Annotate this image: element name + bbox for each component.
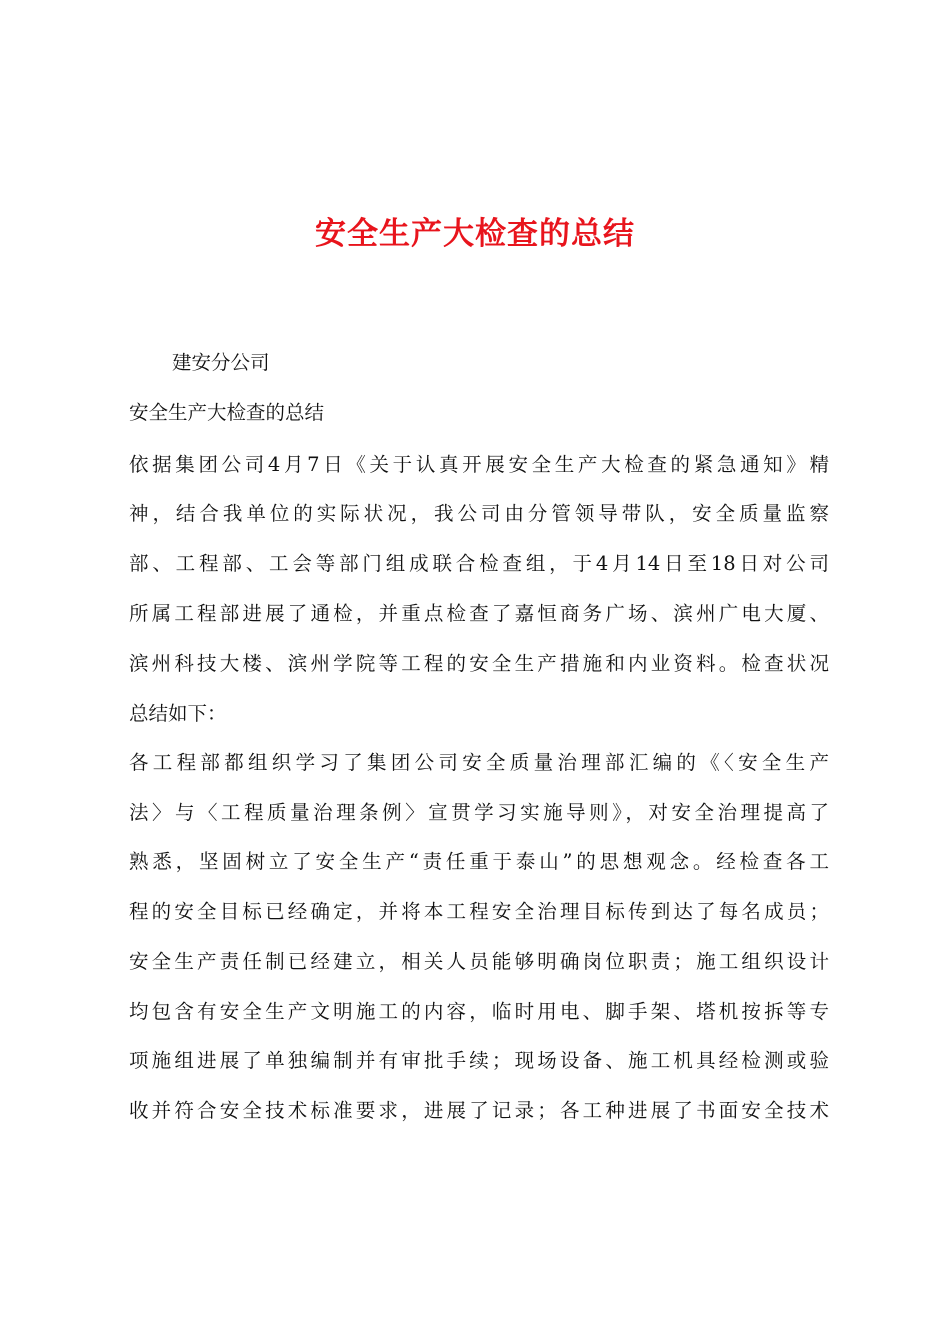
paragraph-line: 各工程部都组织学习了集团公司安全质量治理部汇编的《〈安全生产 <box>129 751 829 774</box>
document-subtitle: 安全生产大检查的总结 <box>129 401 325 424</box>
paragraph-line: 滨州科技大楼、滨州学院等工程的安全生产措施和内业资料。检查状况 <box>129 652 829 675</box>
paragraph-line: 熟悉，坚固树立了安全生产“责任重于泰山”的思想观念。经检查各工 <box>129 850 829 873</box>
paragraph-line: 所属工程部进展了通检，并重点检查了嘉恒商务广场、滨州广电大厦、 <box>129 602 829 625</box>
paragraph-line: 部、工程部、工会等部门组成联合检查组，于4月14日至18日对公司 <box>129 552 829 575</box>
paragraph-line: 均包含有安全生产文明施工的内容，临时用电、脚手架、塔机按拆等专 <box>129 1000 829 1023</box>
paragraph-line: 项施组进展了单独编制并有审批手续；现场设备、施工机具经检测或验 <box>129 1049 829 1072</box>
paragraph-line: 程的安全目标已经确定，并将本工程安全治理目标传到达了每名成员； <box>129 900 829 923</box>
paragraph-line: 收并符合安全技术标准要求，进展了记录；各工种进展了书面安全技术 <box>129 1099 829 1122</box>
paragraph-line: 依据集团公司4月7日《关于认真开展安全生产大检查的紧急通知》精 <box>129 453 829 476</box>
page-title: 安全生产大检查的总结 <box>315 216 635 252</box>
paragraph-line: 神，结合我单位的实际状况，我公司由分管领导带队，安全质量监察 <box>129 502 829 525</box>
paragraph-line: 安全生产责任制已经建立，相关人员能够明确岗位职责；施工组织设计 <box>129 950 829 973</box>
paragraph-line: 总结如下： <box>129 702 227 725</box>
company-name: 建安分公司 <box>172 351 270 374</box>
paragraph-line: 法〉与〈工程质量治理条例〉宣贯学习实施导则》，对安全治理提高了 <box>129 801 829 824</box>
